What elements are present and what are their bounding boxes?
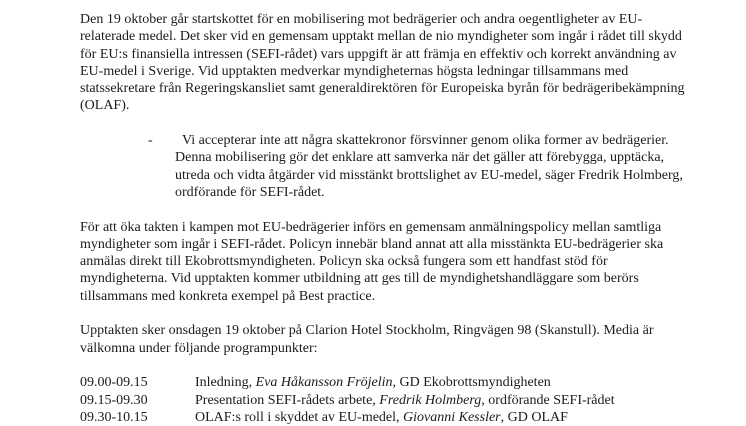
schedule-text-pre: OLAF:s roll i skyddet av EU-medel, [195, 409, 404, 425]
schedule-text-pre: Presentation SEFI-rådets arbete, [195, 392, 380, 408]
program-schedule [80, 374, 692, 426]
schedule-time: 09.30-10.15 [80, 409, 148, 425]
schedule-speaker-name: Giovanni Kessler [403, 409, 501, 425]
paragraph-intro: Den 19 oktober går startskottet för en mobilisering mot bedrägerier och andra oegentligheter av EU-relaterade medel. Det sker vid en gemensam upptakt mellan de nio myndigheter som ingår i rådet till skydd för EU:s finansiella intressen (SEFI-rådet) vars uppgift är att främja en effektiv och korrekt användning av EU-medel i Sverige. Vid upptakten medverkar myndigheternas högsta ledningar tillsammans med statssekretare från Regeringskansliet samt generaldirektören för Europeiska byrån för bedrägeribekämpning (OLAF). [80, 12, 685, 114]
schedule-row [80, 409, 692, 426]
quote-text: Vi accepterar inte att några skattekronor försvinner genom olika former av bedrägerier. Denna mobilisering gör det enklare att samverka när det gäller att förebygga, upptäcka, utreda och vidta åtgärder vid misstänkt brottslighet av EU-medel, säger Fredrik Holmberg, ordförande för SEFI-rådet. [175, 133, 683, 200]
schedule-description [195, 409, 692, 426]
schedule-row [80, 374, 692, 391]
schedule-speaker-name: Fredrik Holmberg [379, 392, 482, 408]
quote-dash: - [148, 133, 153, 149]
schedule-text-pre: Inledning, [195, 375, 256, 391]
quote-block [148, 132, 692, 201]
paragraph-event: Upptakten sker onsdagen 19 oktober på Clarion Hotel Stockholm, Ringvägen 98 (Skanstull). Media är välkomna under följande programpunkter: [80, 323, 654, 356]
schedule-text-post: , GD OLAF [500, 409, 568, 425]
schedule-time: 09.15-09.30 [80, 392, 148, 408]
schedule-text-post: , GD Ekobrottsmyndigheten [392, 375, 551, 391]
schedule-description [195, 374, 692, 391]
schedule-time: 09.00-09.15 [80, 375, 148, 391]
paragraph-policy: För att öka takten i kampen mot EU-bedrägerier införs en gemensam anmälningspolicy mellan samtliga myndigheter som ingår i SEFI-rådet. Policyn innebär bland annat att alla misstänkta EU-bedrägerier ska anmälas direkt till Ekobrottsmyndigheten. Policyn ska också fungera som ett handfast stöd för myndigheterna. Vid upptakten kommer utbildning att ges till de myndighetshandläggare som berörs tillsammans med konkreta exempel på Best practice. [80, 219, 664, 304]
schedule-description [195, 392, 692, 409]
schedule-row [80, 392, 692, 409]
schedule-text-post: , ordförande SEFI-rådet [481, 392, 615, 408]
schedule-speaker-name: Eva Håkansson Fröjelin [255, 375, 393, 391]
